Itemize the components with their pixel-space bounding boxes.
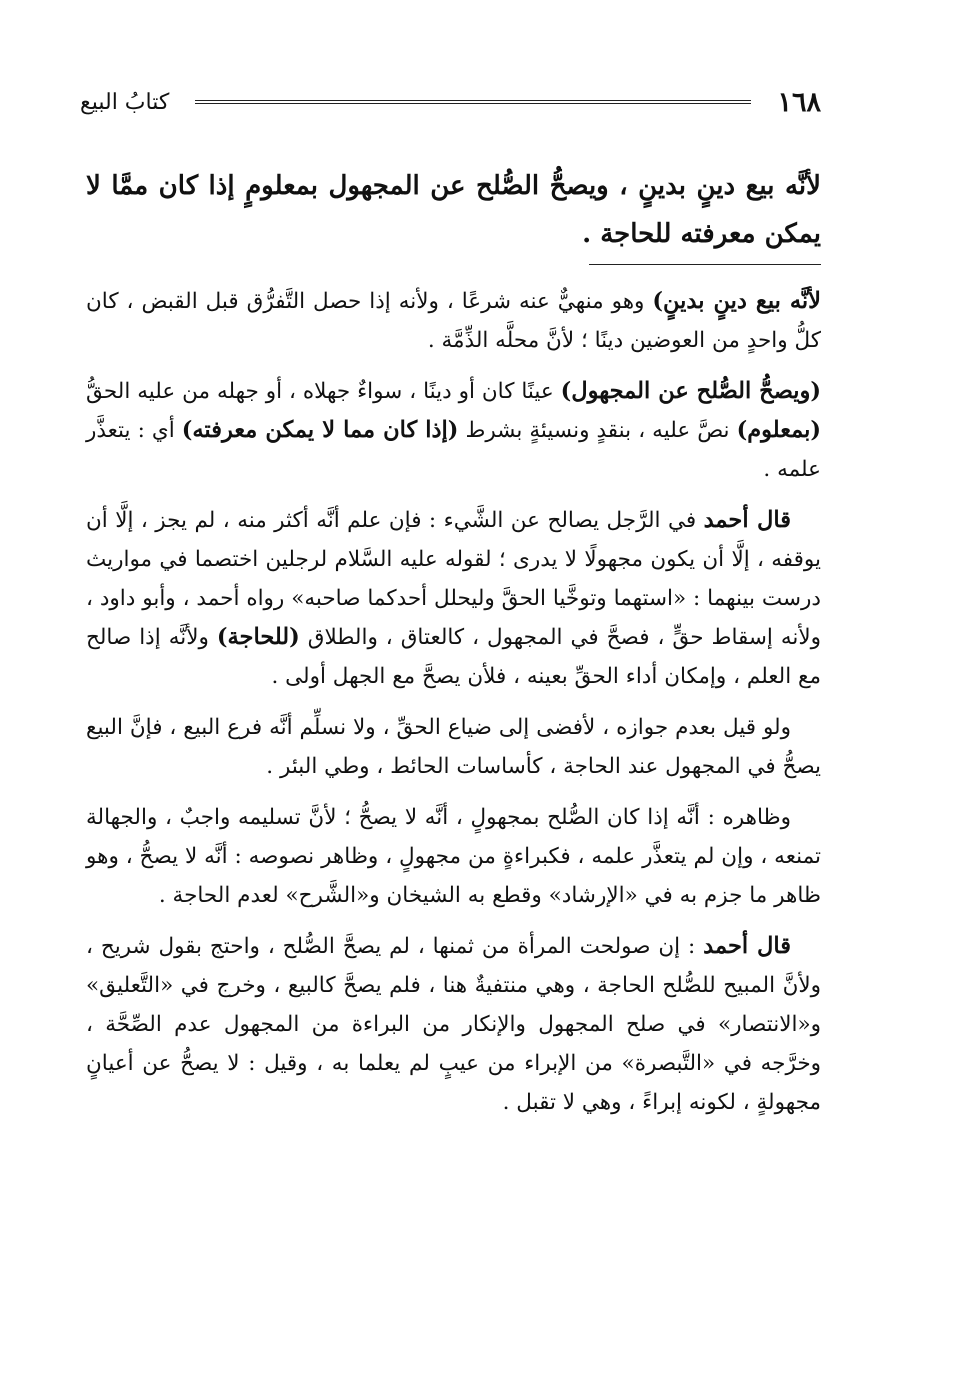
quoted-authority: قال أحمد [703,933,791,959]
quoted-matn: لأنَّه بيع دينٍ بدينٍ) [652,288,821,314]
matn-text: لأنَّه بيع دينٍ بدينٍ ، ويصحُّ الصُّلح عن المجهول بمعلومٍ إذا كان ممَّا لا يمكن معرفته للحاجة . [86,171,821,249]
matn-separator-rule [589,264,821,265]
quoted-authority: قال أحمد [703,507,792,533]
commentary-paragraph-2 [86,372,821,489]
paragraph-text: أي : يتعذَّر علمه . [86,418,821,482]
commentary-paragraph-5 [86,798,821,915]
quoted-matn: (إذا كان مما لا يمكن معرفته) [181,417,459,443]
quoted-matn: (ويصحُّ الصُّلح عن المجهول) [560,378,821,404]
header-rule [195,100,751,104]
paragraph-text: وظاهره : أنَّه إذا كان الصُّلح بمجهولٍ ، أنَّه لا يصحُّ ؛ لأنَّ تسليمه واجبٌ ، والجهالة تمنعه ، وإن لم يتعذَّر علمه ، فكبراءةٍ من مجهولٍ ، وظاهر نصوصه : أنَّه لا يصحُّ ، وهو ظاهر ما جزم به في «الإرشاد» وقطع به الشيخان و«الشَّرح» لعدم الحاجة . [86,805,821,908]
paragraph-text: ولو قيل بعدم جوازه ، لأفضى إلى ضياع الحقِّ ، ولا نسلِّم أنَّه فرع البيع ، فإنَّ البيع يصحُّ في المجهول عند الحاجة ، كأساسات الحائط ، وطي البئر . [86,715,821,779]
paragraph-text: ولأنَّه إذا صالح مع العلم ، وإمكان أداء الحقِّ بعينه ، فلأن يصحَّ مع الجهل أولى . [86,625,821,689]
paragraph-text: في الرَّجل يصالح عن الشَّيء : فإن علم أنَّه أكثر منه ، لم يجز ، إلَّا أن يوقفه ، إلَّا أن يكون مجهولًا لا يدرى ؛ لقوله عليه السَّلام لرجلين اختصما في مواريث درست بينهما : «استهما وتوخَّيا الحقَّ وليحلل أحدكما صاحبه» رواه أحمد ، وأبو داود ، ولأنه إسقاط حقٍّ ، فصحَّ في المجهول ، كالعتاق ، والطلاق [86,508,821,650]
page-header [80,80,821,124]
running-title: كتابُ البيع [80,89,170,115]
commentary-paragraph-3 [86,501,821,696]
quoted-matn: (بمعلوم) [736,417,821,443]
commentary-paragraph-1 [86,282,821,360]
commentary [86,282,821,1134]
paragraph-text: عينًا كان أو دينًا ، سواءٌ جهلاه ، أو جهله من عليه الحقُّ [86,379,561,404]
page-number: ١٦٨ [777,86,821,118]
commentary-paragraph-4 [86,708,821,786]
quoted-matn: (للحاجة) [216,624,300,650]
paragraph-text: وهو منهيٌّ عنه شرعًا ، ولأنه إذا حصل التَّفرُّق قبل القبض ، كان كلُّ واحدٍ من العوضين دينًا ؛ لأنَّ محلَّه الذِّمَّة . [86,289,821,353]
commentary-paragraph-6 [86,927,821,1122]
paragraph-text: : إن صولحت المرأة من ثمنها ، لم يصحَّ الصُّلح ، واحتج بقول شريح ، ولأنَّ المبيح للصُّلح الحاجة ، وهي منتفيةٌ هنا ، فلم يصحَّ كالبيع ، وخرج في «التَّعليق» و«الانتصار» في صلح المجهول والإنكار من البراءة من المجهول عدم الصِّحَّة ، وخرَّجه في «التَّبصرة» من الإبراء من عيبٍ لم يعلما به ، وقيل : لا يصحُّ عن أعيانٍ مجهولةٍ ، لكونه إبراءً ، وهي لا تقبل . [86,934,821,1115]
paragraph-text: نصَّ عليه ، بنقدٍ ونسيئةٍ بشرط [458,418,737,443]
